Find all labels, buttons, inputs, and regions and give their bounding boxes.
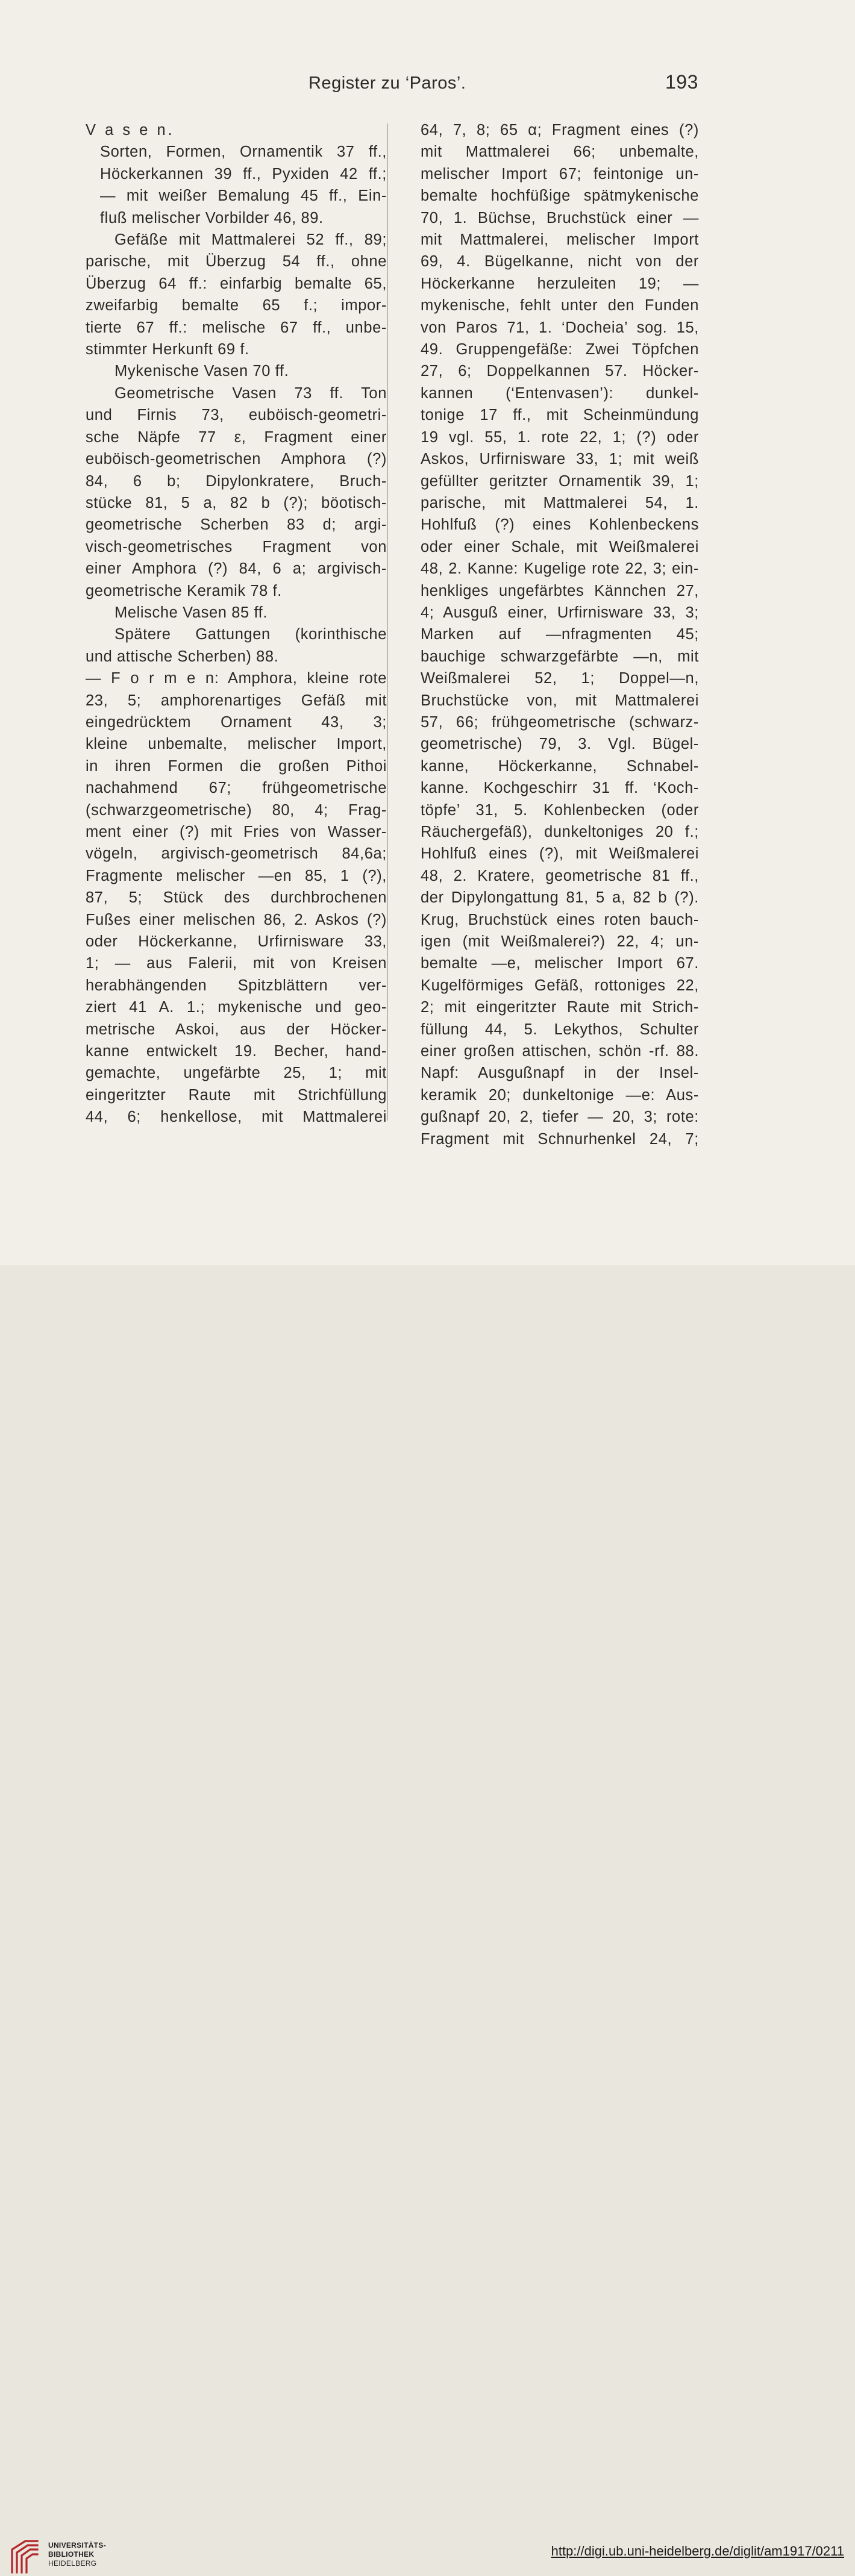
right-column-line: tonige 17 ff., mit Scheinmündung bbox=[421, 407, 699, 424]
left-column-line: 84, 6 b; Dipylonkratere, Bruch- bbox=[86, 472, 387, 490]
right-column-line: Napf: Ausgußnapf in der Insel- bbox=[421, 1064, 699, 1082]
right-column-line: oder einer Schale, mit Weißmalerei bbox=[421, 538, 699, 555]
left-column-line: ment einer (?) mit Fries von Wasser- bbox=[86, 824, 387, 840]
left-column-line: Gefäße mit Mattmalerei 52 ff., 89; bbox=[114, 231, 387, 249]
left-column-line: — F o r m e n: Amphora, kleine rote bbox=[86, 670, 387, 687]
library-name-line3: HEIDELBERG bbox=[48, 2559, 97, 2568]
right-column-line: von Paros 71, 1. ‘Docheia’ sog. 15, bbox=[421, 319, 699, 336]
right-column-line: Hohlfuß eines (?), mit Weißmalerei bbox=[421, 845, 699, 863]
right-column-line: Höckerkanne herzuleiten 19; — bbox=[421, 275, 699, 292]
right-column-line: 27, 6; Doppelkannen 57. Höcker- bbox=[421, 363, 699, 380]
right-column-line: mit Mattmalerei 66; unbemalte, bbox=[421, 143, 699, 161]
left-column-line: metrische Askoi, aus der Höcker- bbox=[86, 1021, 387, 1038]
left-column-line: parische, mit Überzug 54 ff., ohne bbox=[86, 253, 387, 270]
right-column-line: der Dipylongattung 81, 5 a, 82 b (?). bbox=[421, 889, 699, 907]
right-column-line: mit Mattmalerei, melischer Import bbox=[421, 231, 699, 249]
left-column-line: herabhängenden Spitzblättern ver- bbox=[86, 977, 387, 994]
left-column-line: gemachte, ungefärbte 25, 1; mit bbox=[86, 1064, 387, 1082]
right-column-line: gefüllter geritzter Ornamentik 39, 1; bbox=[421, 472, 699, 490]
right-column-line: Kugelförmiges Gefäß, rottoniges 22, bbox=[421, 977, 699, 994]
library-name bbox=[48, 2541, 106, 2568]
left-column-line: visch-geometrisches Fragment von bbox=[86, 538, 387, 555]
left-column-line: geometrische Scherben 83 d; argi- bbox=[86, 516, 387, 534]
right-column-line: Hohlfuß (?) eines Kohlenbeckens bbox=[421, 516, 699, 534]
right-column-line: igen (mit Weißmalerei?) 22, 4; un- bbox=[421, 933, 699, 951]
right-column-line: gußnapf 20, 2, tiefer — 20, 3; rote: bbox=[421, 1108, 699, 1126]
right-column-line: henkliges ungefärbtes Kännchen 27, bbox=[421, 582, 699, 599]
right-column-line: Krug, Bruchstück eines roten bauch- bbox=[421, 911, 699, 928]
left-column-line: geometrische Keramik 78 f. bbox=[86, 582, 282, 599]
left-column-line: einer Amphora (?) 84, 6 a; argivisch- bbox=[86, 560, 387, 578]
right-column-line: töpfe’ 31, 5. Kohlenbecken (oder bbox=[421, 801, 699, 819]
left-column-line: euböisch-geometrischen Amphora (?) bbox=[86, 451, 387, 468]
left-column-line: Sorten, Formen, Ornamentik 37 ff., bbox=[100, 143, 387, 161]
left-column-line: Melische Vasen 85 ff. bbox=[114, 604, 268, 621]
right-column-line: Weißmalerei 52, 1; Doppel—n, bbox=[421, 670, 699, 687]
left-column-line: Fragmente melischer —en 85, 1 (?), bbox=[86, 867, 387, 884]
right-column-line: Bruchstücke von, mit Mattmalerei bbox=[421, 692, 699, 709]
right-column-line: geometrische) 79, 3. Vgl. Bügel- bbox=[421, 736, 699, 753]
right-column-line: bemalte hochfüßige spätmykenische bbox=[421, 187, 699, 205]
left-column-line: in ihren Formen die großen Pithoi bbox=[86, 757, 387, 775]
right-column-line: 48, 2. Kanne: Kugelige rote 22, 3; ein- bbox=[421, 560, 699, 578]
right-column-line: bauchige schwarzgefärbte —n, mit bbox=[421, 648, 699, 665]
left-column-line: zweifarbig bemalte 65 f.; impor- bbox=[86, 297, 387, 314]
right-column-line: 49. Gruppengefäße: Zwei Töpfchen bbox=[421, 341, 699, 358]
right-column-line: einer großen attischen, schön -rf. 88. bbox=[421, 1043, 699, 1060]
left-column-line: tierte 67 ff.: melische 67 ff., unbe- bbox=[86, 319, 387, 336]
left-column-line: eingeritzter Raute mit Strichfüllung bbox=[86, 1086, 387, 1104]
left-column-line: fluß melischer Vorbilder 46, 89. bbox=[100, 209, 324, 227]
right-column-line: keramik 20; dunkeltonige —e: Aus- bbox=[421, 1086, 699, 1104]
running-head bbox=[0, 71, 855, 95]
right-column-line: 4; Ausguß einer, Urfirnisware 33, 3; bbox=[421, 604, 699, 621]
running-head-title: Register zu ‘Paros’. bbox=[308, 73, 466, 93]
left-column-line: Fußes einer melischen 86, 2. Askos (?) bbox=[86, 911, 387, 928]
right-column-line: 64, 7, 8; 65 α; Fragment eines (?) bbox=[421, 122, 699, 139]
left-column-line: Spätere Gattungen (korinthische bbox=[114, 626, 387, 643]
left-column-line: eingedrücktem Ornament 43, 3; bbox=[86, 713, 387, 731]
right-column-line: kanne. Kochgeschirr 31 ff. ‘Koch- bbox=[421, 780, 699, 797]
left-column bbox=[86, 119, 387, 1128]
left-column-line: nachahmend 67; frühgeometrische bbox=[86, 780, 387, 797]
library-logo-icon bbox=[8, 2537, 41, 2576]
left-column-line: stimmter Herkunft 69 f. bbox=[86, 341, 249, 358]
right-column-line: Askos, Urfirnisware 33, 1; mit weiß bbox=[421, 451, 699, 468]
right-column-line: Marken auf —nfragmenten 45; bbox=[421, 626, 699, 643]
left-column-line: und attische Scherben) 88. bbox=[86, 648, 279, 665]
scanned-page bbox=[0, 0, 855, 1265]
right-column-line: Fragment mit Schnurhenkel 24, 7; bbox=[421, 1130, 699, 1148]
left-column-line: 87, 5; Stück des durchbrochenen bbox=[86, 889, 387, 907]
right-column-line: 2; mit eingeritzter Raute mit Strich- bbox=[421, 999, 699, 1016]
left-column-line: ziert 41 A. 1.; mykenische und geo- bbox=[86, 999, 387, 1016]
left-column-line: sche Näpfe 77 ε, Fragment einer bbox=[86, 428, 387, 446]
left-column-line: Höckerkannen 39 ff., Pyxiden 42 ff.; bbox=[100, 165, 387, 183]
column-divider bbox=[387, 123, 388, 1121]
left-column-line: und Firnis 73, euböisch-geometri- bbox=[86, 407, 387, 424]
left-column-line: Mykenische Vasen 70 ff. bbox=[114, 363, 289, 380]
right-column-line: bemalte —e, melischer Import 67. bbox=[421, 955, 699, 972]
page-number: 193 bbox=[665, 71, 698, 93]
left-column-line: 44, 6; henkellose, mit Mattmalerei bbox=[86, 1108, 387, 1126]
left-column-line: — mit weißer Bemalung 45 ff., Ein- bbox=[100, 187, 387, 205]
left-column-line: 1; — aus Falerii, mit von Kreisen bbox=[86, 955, 387, 972]
left-column-line: (schwarzgeometrische) 80, 4; Frag- bbox=[86, 801, 387, 819]
library-name-line2: BIBLIOTHEK bbox=[48, 2550, 95, 2559]
left-column-line: 23, 5; amphorenartiges Gefäß mit bbox=[86, 692, 387, 709]
footer-bar bbox=[0, 1265, 855, 2568]
right-column-line: kanne, Höckerkanne, Schnabel- bbox=[421, 757, 699, 775]
permalink-url[interactable]: http://digi.ub.uni-heidelberg.de/diglit/am1917/0211 bbox=[551, 2543, 844, 2559]
right-column-line: 57, 66; frühgeometrische (schwarz- bbox=[421, 713, 699, 731]
right-column-line: Räuchergefäß), dunkeltoniges 20 f.; bbox=[421, 824, 699, 840]
right-column-line: kannen (‘Entenvasen’): dunkel- bbox=[421, 384, 699, 402]
left-column-line: oder Höckerkanne, Urfirnisware 33, bbox=[86, 933, 387, 951]
left-column-line: Geometrische Vasen 73 ff. Ton bbox=[114, 384, 387, 402]
right-column-line: parische, mit Mattmalerei 54, 1. bbox=[421, 494, 699, 511]
left-column-line: kanne entwickelt 19. Becher, hand- bbox=[86, 1043, 387, 1060]
right-column bbox=[421, 119, 699, 1150]
right-column-line: 48, 2. Kratere, geometrische 81 ff., bbox=[421, 867, 699, 884]
right-column-line: 69, 4. Bügelkanne, nicht von der bbox=[421, 253, 699, 270]
left-column-line: kleine unbemalte, melischer Import, bbox=[86, 736, 387, 753]
right-column-line: mykenische, fehlt unter den Funden bbox=[421, 297, 699, 314]
right-column-line: 19 vgl. 55, 1. rote 22, 1; (?) oder bbox=[421, 428, 699, 446]
right-column-line: 70, 1. Büchse, Bruchstück einer — bbox=[421, 209, 699, 227]
right-column-line: füllung 44, 5. Lekythos, Schulter bbox=[421, 1021, 699, 1038]
left-column-line: vögeln, argivisch-geometrisch 84,6a; bbox=[86, 845, 387, 863]
right-column-line: melischer Import 67; feintonige un- bbox=[421, 165, 699, 183]
left-column-line: stücke 81, 5 a, 82 b (?); böotisch- bbox=[86, 494, 387, 511]
library-name-line1: UNIVERSITÄTS- bbox=[48, 2541, 106, 2549]
left-column-line: V a s e n. bbox=[86, 122, 175, 139]
left-column-line: Überzug 64 ff.: einfarbig bemalte 65, bbox=[86, 275, 387, 292]
